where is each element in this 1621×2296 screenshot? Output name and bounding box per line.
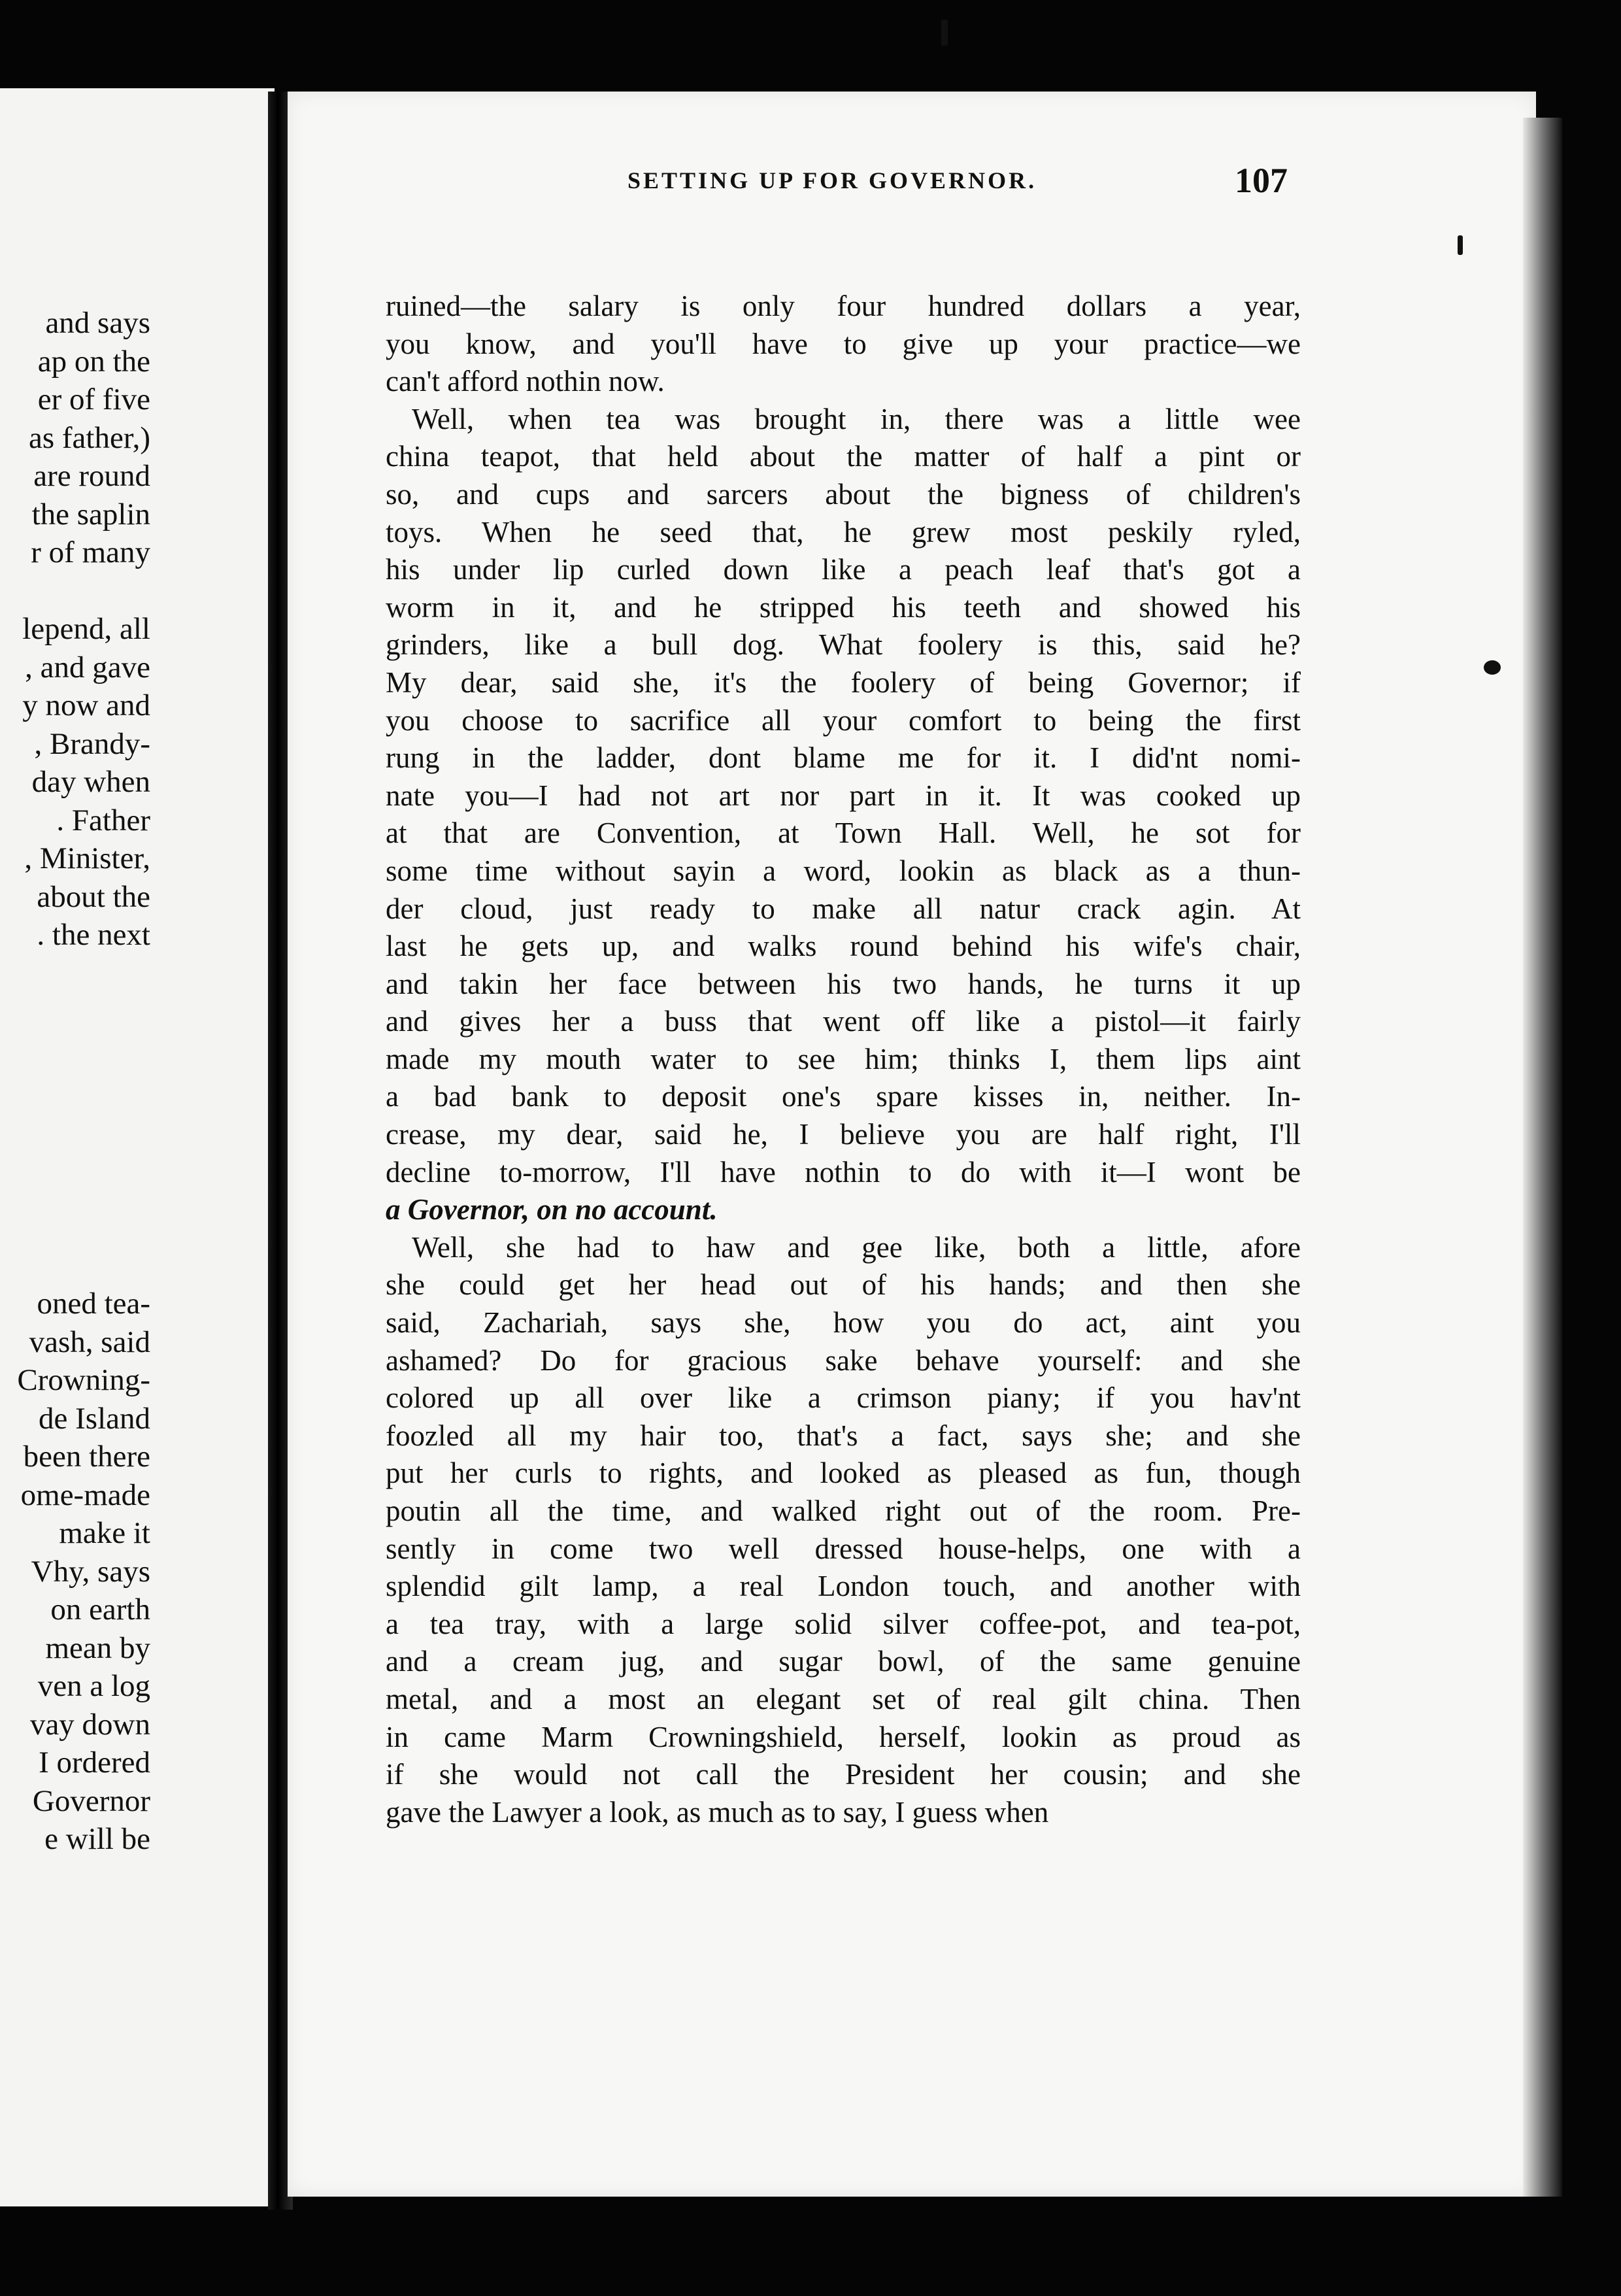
- left-page-line: [0, 572, 150, 611]
- left-page-line: and says: [45, 306, 150, 340]
- text-line: ashamed? Do for gracious sake behave yourself: and she: [386, 1343, 1301, 1377]
- text-line-italic: a Governor, on no account.: [386, 1193, 718, 1226]
- text-line: colored up all over like a crimson piany; if you hav'nt: [386, 1381, 1301, 1415]
- left-page-line: . the next: [37, 918, 150, 952]
- left-page-text-lower: [0, 1285, 150, 1859]
- left-page-text-upper: [0, 304, 150, 954]
- text-line: china teapot, that held about the matter of half a pint or: [386, 440, 1301, 473]
- text-line: der cloud, just ready to make all natur crack agin. At: [386, 892, 1301, 925]
- left-page-line: are round: [33, 459, 150, 493]
- left-page-line: e will be: [44, 1822, 150, 1856]
- text-line: she could get her head out of his hands; and then she: [386, 1268, 1301, 1302]
- text-line: his under lip curled down like a peach leaf that's got a: [386, 553, 1301, 586]
- text-line: put her curls to rights, and looked as pleased as fun, though: [386, 1457, 1301, 1490]
- text-line: you know, and you'll have to give up your practice—we: [386, 327, 1301, 360]
- left-page-line: de Island: [39, 1401, 150, 1436]
- text-line: foozled all my hair too, that's a fact, says she; and she: [386, 1419, 1301, 1452]
- left-page-line: day when: [31, 765, 150, 799]
- left-page-line: I ordered: [39, 1746, 150, 1780]
- left-page-line: vash, said: [29, 1325, 150, 1359]
- text-line: decline to-morrow, I'll have nothin to do with it—I wont be: [386, 1155, 1301, 1189]
- left-page-line: Crowning-: [17, 1363, 150, 1397]
- text-line: at that are Convention, at Town Hall. Well, he sot for: [386, 817, 1301, 850]
- left-page-line: Governor: [32, 1783, 150, 1818]
- text-line: sently in come two well dressed house-helps, one with a: [386, 1532, 1301, 1565]
- left-page-line: . Father: [56, 803, 150, 837]
- left-page-line: , and gave: [25, 650, 150, 684]
- text-line: can't afford nothin now.: [386, 365, 665, 398]
- page-number: 107: [1235, 161, 1288, 200]
- body-text: [386, 288, 1301, 1831]
- left-page-line: ome-made: [20, 1477, 150, 1512]
- text-line: you choose to sacrifice all your comfort to being the first: [386, 703, 1301, 737]
- text-line: crease, my dear, said he, I believe you are half right, I'll: [386, 1118, 1301, 1151]
- text-line: grinders, like a bull dog. What foolery is this, said he?: [386, 628, 1301, 662]
- text-line: made my mouth water to see him; thinks I, them lips aint: [386, 1042, 1301, 1075]
- text-line: a tea tray, with a large solid silver coffee-pot, and tea-pot,: [386, 1607, 1301, 1640]
- left-page-line: , Minister,: [24, 841, 150, 875]
- text-line: so, and cups and sarcers about the bigness of children's: [386, 477, 1301, 511]
- left-page-line: lepend, all: [22, 612, 150, 646]
- left-page-line: vay down: [29, 1707, 150, 1742]
- text-line: poutin all the time, and walked right out of the room. Pre-: [386, 1494, 1301, 1527]
- text-line: My dear, said she, it's the foolery of being Governor; if: [386, 666, 1301, 699]
- ink-speck: [941, 20, 948, 46]
- left-page-line: the saplin: [31, 497, 150, 532]
- left-page-line: about the: [37, 879, 150, 914]
- text-line: and gives her a buss that went off like a pistol—it fairly: [386, 1005, 1301, 1038]
- text-line: in came Marm Crowningshield, herself, lookin as proud as: [386, 1720, 1301, 1753]
- left-page-line: been there: [23, 1440, 150, 1474]
- left-page-line: Vhy, says: [31, 1554, 150, 1589]
- left-page-line: er of five: [37, 382, 150, 416]
- left-page-line: ven a log: [37, 1669, 150, 1703]
- left-page: [0, 88, 275, 2206]
- text-line: rung in the ladder, dont blame me for it. I did'nt nomi-: [386, 741, 1301, 775]
- running-head: SETTING UP FOR GOVERNOR.: [627, 167, 1037, 194]
- text-line: and takin her face between his two hands, he turns it up: [386, 967, 1301, 1000]
- page-header: [327, 161, 1288, 212]
- ink-speck: [1484, 660, 1501, 675]
- left-page-line: r of many: [31, 535, 150, 569]
- left-page-line: make it: [59, 1516, 150, 1550]
- left-page-line: oned tea-: [37, 1287, 150, 1321]
- left-page-line: , Brandy-: [34, 726, 150, 761]
- text-line: splendid gilt lamp, a real London touch, and another with: [386, 1570, 1301, 1603]
- text-line: worm in it, and he stripped his teeth and showed his: [386, 590, 1301, 624]
- text-line: metal, and a most an elegant set of real gilt china. Then: [386, 1682, 1301, 1715]
- text-line: Well, when tea was brought in, there was a little wee: [412, 402, 1301, 435]
- ink-speck: [1458, 235, 1463, 255]
- text-line: Well, she had to haw and gee like, both a little, afore: [412, 1230, 1301, 1264]
- left-page-line: ap on the: [37, 344, 150, 379]
- text-line: toys. When he seed that, he grew most peskily ryled,: [386, 515, 1301, 549]
- text-line: last he gets up, and walks round behind his wife's chair,: [386, 930, 1301, 963]
- text-line: if she would not call the President her cousin; and she: [386, 1758, 1301, 1791]
- text-line: ruined—the salary is only four hundred dollars a year,: [386, 290, 1301, 322]
- text-line: nate you—I had not art nor part in it. It was cooked up: [386, 779, 1301, 812]
- text-line: said, Zachariah, says she, how you do act, aint you: [386, 1306, 1301, 1340]
- text-line: some time without sayin a word, lookin as black as a thun-: [386, 854, 1301, 887]
- text-line: and a cream jug, and sugar bowl, of the same genuine: [386, 1645, 1301, 1678]
- left-page-line: mean by: [45, 1630, 150, 1665]
- left-page-line: on earth: [50, 1593, 150, 1627]
- page-edge: [1523, 118, 1562, 2197]
- left-page-line: as father,): [28, 420, 150, 455]
- text-line: a bad bank to deposit one's spare kisses in, neither. In-: [386, 1080, 1301, 1113]
- left-page-line: y now and: [22, 688, 150, 722]
- text-line: gave the Lawyer a look, as much as to say, I guess when: [386, 1795, 1049, 1829]
